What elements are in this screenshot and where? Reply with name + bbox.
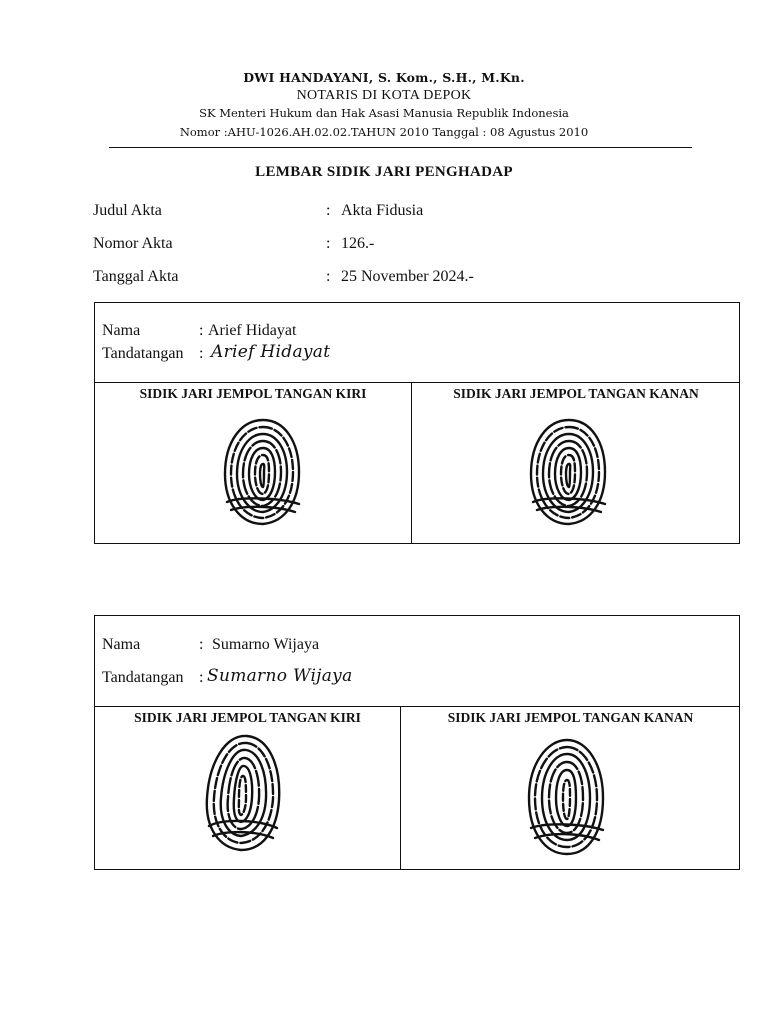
person-2-right-thumb-heading: SIDIK JARI JEMPOL TANGAN KANAN: [447, 710, 694, 725]
judul-akta-colon: :: [326, 202, 331, 219]
person-2-left-thumb-heading: SIDIK JARI JEMPOL TANGAN KIRI: [134, 710, 361, 725]
fingerprint-icon: [201, 730, 283, 854]
tanggal-akta-value: 25 November 2024.-: [341, 268, 474, 285]
person-1-signature-label: Tandatangan: [102, 345, 184, 362]
person-1-right-thumb-heading: SIDIK JARI JEMPOL TANGAN KANAN: [453, 386, 699, 401]
fingerprint-icon: [527, 410, 611, 528]
notary-sk: SK Menteri Hukum dan Hak Asasi Manusia Republik Indonesia: [199, 106, 569, 120]
box-1-column-divider: [411, 382, 412, 544]
nomor-akta-value: 126.-: [341, 235, 375, 252]
person-1-left-thumb-heading: SIDIK JARI JEMPOL TANGAN KIRI: [139, 386, 367, 401]
letterhead-divider: [109, 147, 692, 148]
fingerprint-sheet-person-1: [94, 302, 740, 544]
box-1-divider: [94, 382, 740, 383]
box-2-column-divider: [400, 706, 401, 870]
person-2-signature-label: Tandatangan: [102, 669, 184, 686]
fingerprint-sheet-person-2: [94, 615, 740, 870]
person-2-signature: Sumarno Wijaya: [207, 666, 353, 686]
tanggal-akta-label: Tanggal Akta: [93, 268, 179, 285]
tanggal-akta-colon: :: [326, 268, 331, 285]
person-2-name-colon: :: [199, 636, 204, 653]
person-2-name-label: Nama: [102, 636, 141, 653]
judul-akta-label: Judul Akta: [93, 202, 162, 219]
box-2-divider: [94, 706, 740, 707]
person-1-name: Arief Hidayat: [208, 322, 297, 339]
person-1-signature: Arief Hidayat: [211, 342, 331, 362]
notary-name: DWI HANDAYANI, S. Kom., S.H., M.Kn.: [243, 70, 525, 85]
person-2-name: Sumarno Wijaya: [212, 636, 320, 653]
judul-akta-value: Akta Fidusia: [341, 202, 424, 219]
nomor-akta-label: Nomor Akta: [93, 235, 173, 252]
person-1-signature-colon: :: [199, 345, 204, 362]
person-2-signature-colon: :: [199, 669, 204, 686]
nomor-akta-colon: :: [326, 235, 331, 252]
fingerprint-icon: [525, 734, 607, 858]
document-title: LEMBAR SIDIK JARI PENGHADAP: [255, 164, 513, 180]
fingerprint-icon: [219, 410, 303, 528]
person-1-name-label: Nama: [102, 322, 141, 339]
notary-title: NOTARIS DI KOTA DEPOK: [296, 88, 472, 103]
notary-registration-number: Nomor :AHU-1026.AH.02.02.TAHUN 2010 Tanggal : 08 Agustus 2010: [179, 125, 589, 139]
person-1-name-colon: :: [199, 322, 204, 339]
